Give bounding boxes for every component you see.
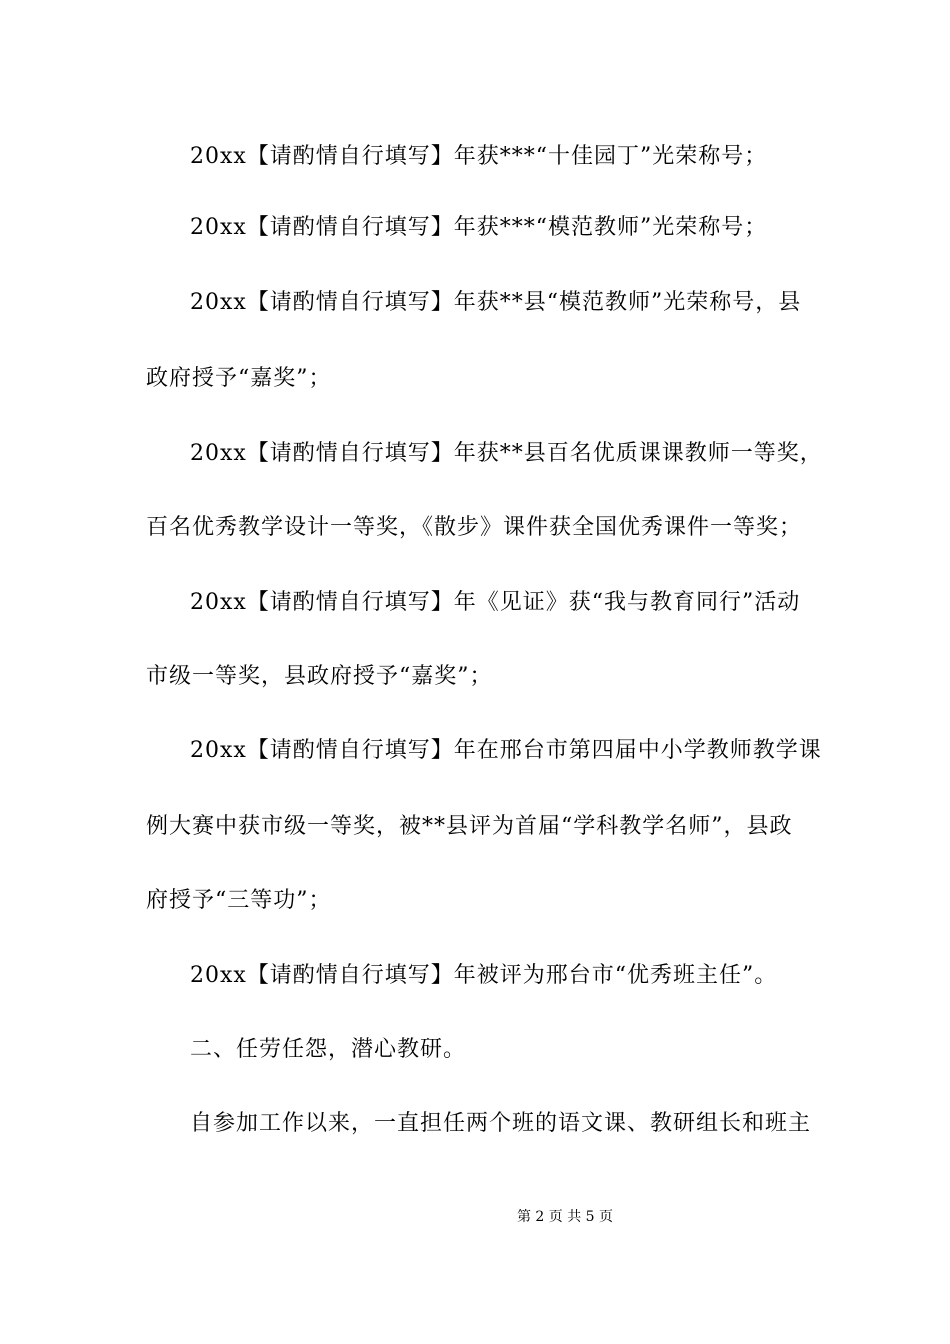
award-line-3-cont: 政府授予“嘉奖”； [146, 366, 332, 391]
award-line-6-end: 府授予“三等功”； [146, 888, 332, 913]
award-line-7: 20xx【请酌情自行填写】年被评为邢台市“优秀班主任”。 [190, 963, 778, 988]
award-line-1: 20xx【请酌情自行填写】年获***“十佳园丁”光荣称号； [190, 144, 768, 169]
award-line-6-start: 20xx【请酌情自行填写】年在邢台市第四届中小学教师教学课 [190, 738, 822, 763]
award-line-6-cont: 例大赛中获市级一等奖，被**县评为首届“学科教学名师”，县政 [146, 814, 793, 839]
award-line-3-start: 20xx【请酌情自行填写】年获**县“模范教师”光荣称号，县 [190, 290, 802, 315]
award-line-4-start: 20xx【请酌情自行填写】年获**县百名优质课课教师一等奖， [190, 441, 823, 466]
page-number: 第 2 页 共 5 页 [516, 1209, 614, 1225]
award-line-5-start: 20xx【请酌情自行填写】年《见证》获“我与教育同行”活动 [190, 590, 801, 615]
section-heading: 二、任劳任怨，潜心教研。 [190, 1037, 467, 1062]
paragraph-line: 自参加工作以来，一直担任两个班的语文课、教研组长和班主 [190, 1111, 812, 1136]
award-line-5-cont: 市级一等奖，县政府授予“嘉奖”； [146, 664, 493, 689]
award-line-4-cont: 百名优秀教学设计一等奖，《散步》课件获全国优秀课件一等奖； [146, 515, 803, 540]
award-line-2: 20xx【请酌情自行填写】年获***“模范教师”光荣称号； [190, 215, 768, 240]
